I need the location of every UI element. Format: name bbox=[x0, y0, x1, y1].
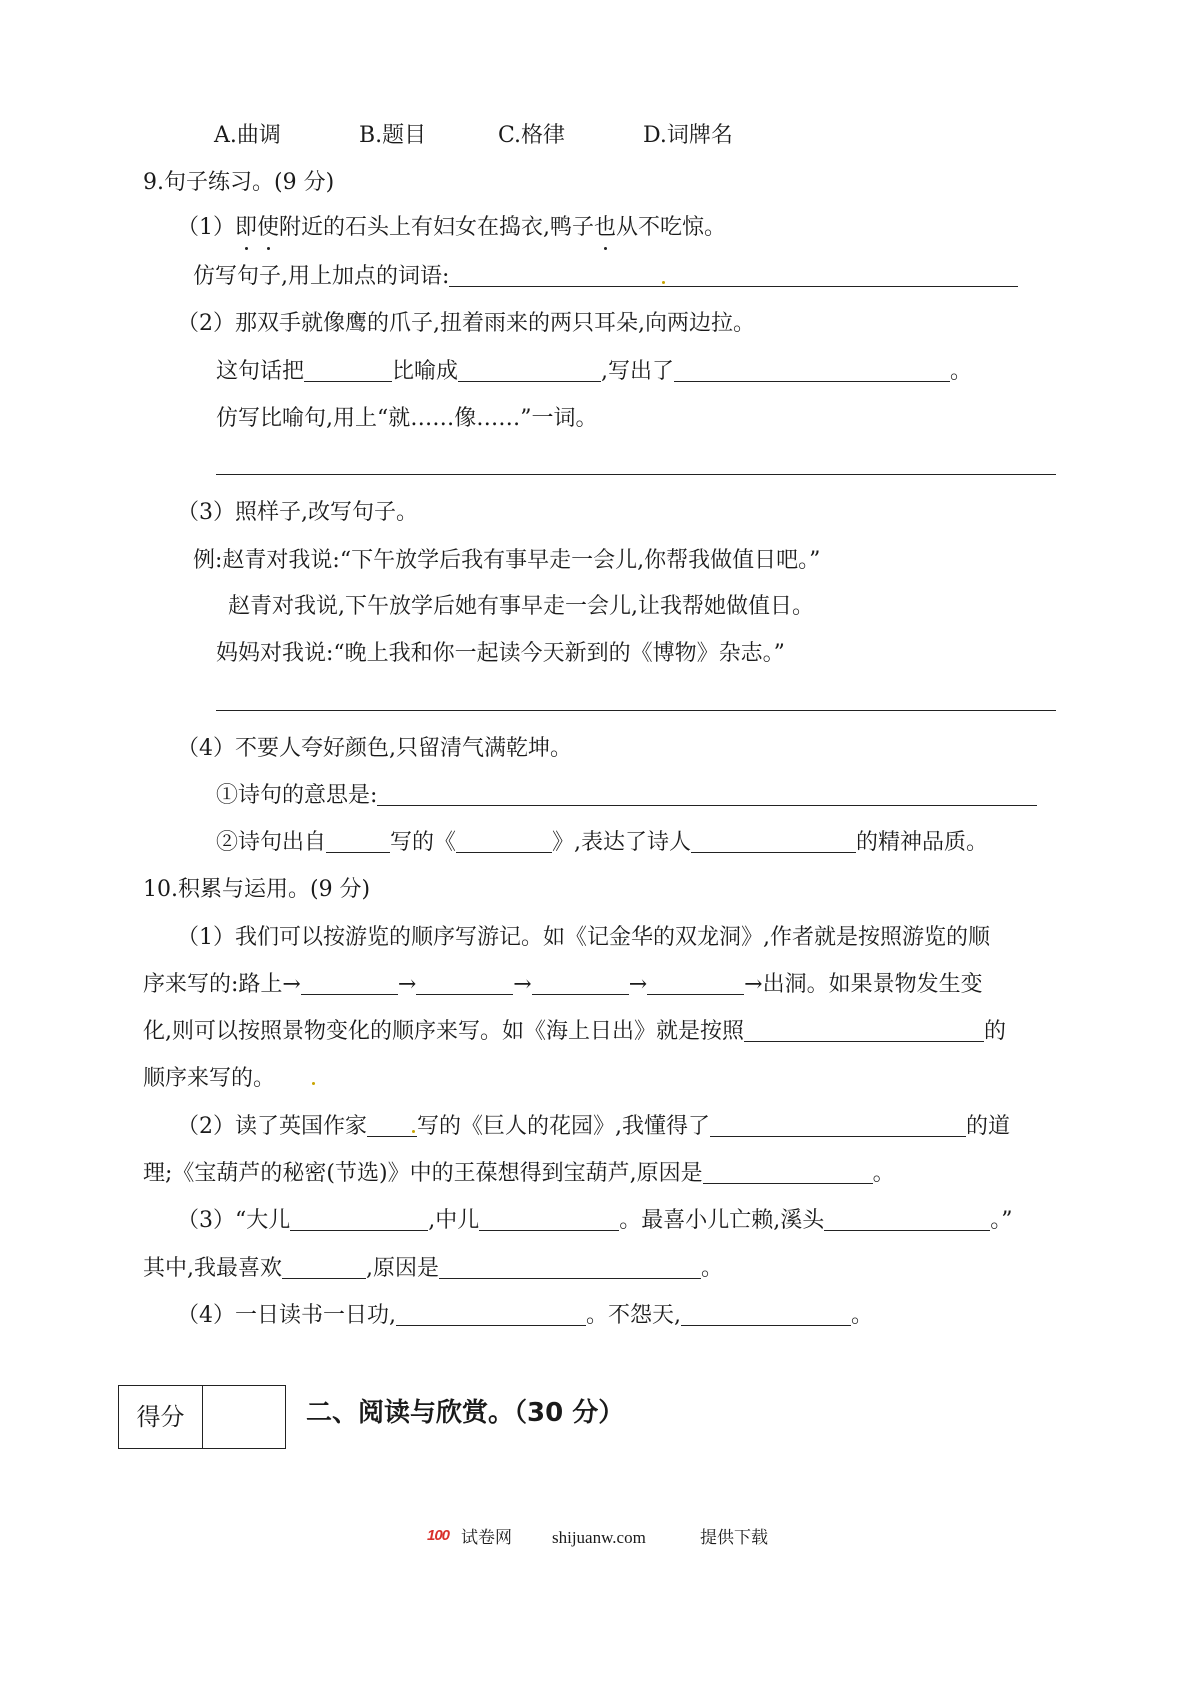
answer-blank[interactable] bbox=[449, 264, 1018, 287]
answer-blank[interactable] bbox=[439, 1256, 701, 1279]
q9-s3-instruction: （3）照样子,改写句子。 bbox=[177, 500, 418, 525]
q10-p1-line1: （1）我们可以按游览的顺序写游记。如《记金华的双龙洞》,作者就是按照游览的顺 bbox=[177, 925, 990, 950]
dotted-word: 使 bbox=[257, 212, 279, 244]
answer-blank[interactable] bbox=[479, 1208, 619, 1231]
q9-s1-sentence: （1）即使附近的石头上有妇女在捣衣,鸭子也从不吃惊。 bbox=[177, 212, 726, 244]
footer-url[interactable]: shijuanw.com bbox=[552, 1528, 646, 1547]
score-label: 得分 bbox=[119, 1386, 203, 1448]
option-a: A.曲调 bbox=[214, 123, 281, 148]
score-box bbox=[118, 1385, 286, 1449]
section-title: 二、阅读与欣赏。（30 分） bbox=[306, 1398, 625, 1428]
answer-blank[interactable] bbox=[396, 1303, 586, 1326]
answer-blank[interactable] bbox=[290, 1208, 428, 1231]
q10-p2-line2: 理;《宝葫芦的秘密(节选)》中的王葆想得到宝葫芦,原因是 。 bbox=[143, 1161, 895, 1186]
q10-p1-line2: 序来写的:路上→ → → → →出洞。如果景物发生变 bbox=[143, 972, 983, 997]
scan-dot bbox=[412, 1130, 415, 1133]
answer-blank[interactable] bbox=[416, 972, 513, 995]
dotted-word: 也 bbox=[594, 212, 616, 244]
q9-s4-poem: （4）不要人夸好颜色,只留清气满乾坤。 bbox=[177, 736, 572, 761]
answer-blank[interactable] bbox=[710, 1114, 966, 1137]
q9-s2-imitate: 仿写比喻句,用上“就……像……”一词。 bbox=[216, 406, 598, 431]
option-d: D.词牌名 bbox=[643, 123, 733, 148]
scan-dot bbox=[312, 1082, 315, 1085]
answer-line[interactable] bbox=[216, 710, 1056, 711]
q10-p1-line3: 化,则可以按照景物变化的顺序来写。如《海上日出》就是按照 的 bbox=[143, 1019, 1007, 1044]
q9-s2-fill: 这句话把 比喻成 ,写出了 。 bbox=[216, 359, 973, 384]
q10-p3-line1: （3）“大儿 ,中儿 。最喜小儿亡赖,溪头 。” bbox=[177, 1208, 1013, 1233]
answer-blank[interactable] bbox=[647, 972, 744, 995]
q10-p4-line: （4）一日读书一日功, 。不怨天, 。 bbox=[177, 1303, 874, 1328]
answer-line[interactable] bbox=[216, 474, 1056, 475]
answer-blank[interactable] bbox=[282, 1256, 366, 1279]
q10-p1-line4: 顺序来写的。 bbox=[143, 1066, 276, 1091]
site-logo: 100 bbox=[427, 1527, 450, 1544]
answer-blank[interactable] bbox=[744, 1019, 984, 1042]
answer-blank[interactable] bbox=[458, 359, 601, 382]
answer-blank[interactable] bbox=[367, 1114, 417, 1137]
q10-title: 10.积累与运用。(9 分) bbox=[143, 877, 371, 902]
option-c: C.格律 bbox=[498, 123, 566, 148]
q10-p3-line2: 其中,我最喜欢 ,原因是 。 bbox=[143, 1256, 724, 1281]
answer-blank[interactable] bbox=[674, 359, 950, 382]
answer-blank[interactable] bbox=[691, 830, 856, 853]
scan-dot bbox=[662, 281, 665, 284]
q9-s1-prompt: 仿写句子,用上加点的词语: bbox=[193, 261, 1018, 293]
answer-blank[interactable] bbox=[377, 783, 1037, 806]
option-b: B.题目 bbox=[359, 123, 427, 148]
answer-blank[interactable] bbox=[304, 359, 392, 382]
answer-blank[interactable] bbox=[824, 1208, 990, 1231]
answer-blank[interactable] bbox=[456, 830, 552, 853]
answer-blank[interactable] bbox=[532, 972, 629, 995]
answer-blank[interactable] bbox=[703, 1161, 873, 1184]
answer-blank[interactable] bbox=[681, 1303, 851, 1326]
answer-blank[interactable] bbox=[326, 830, 390, 853]
footer-site-name: 试卷网 bbox=[461, 1528, 512, 1548]
dotted-word: 即 bbox=[235, 212, 257, 244]
q9-title: 9.句子练习。(9 分) bbox=[143, 170, 335, 195]
q10-p2-line1: （2）读了英国作家 写的《巨人的花园》,我懂得了 的道 bbox=[177, 1114, 1011, 1139]
answer-blank[interactable] bbox=[301, 972, 398, 995]
q9-s2-sentence: （2）那双手就像鹰的爪子,扭着雨来的两只耳朵,向两边拉。 bbox=[177, 311, 755, 336]
q9-s4-source: ②诗句出自 写的《 》,表达了诗人 的精神品质。 bbox=[216, 830, 989, 855]
q9-s3-example: 例:赵青对我说:“下午放学后我有事早走一会儿,你帮我做值日吧。” bbox=[193, 548, 821, 573]
footer-note: 提供下载 bbox=[700, 1528, 768, 1548]
q9-s3-example-answer: 赵青对我说,下午放学后她有事早走一会儿,让我帮她做值日。 bbox=[228, 594, 814, 619]
q9-s4-meaning: ①诗句的意思是: bbox=[216, 780, 1037, 812]
q9-s3-question: 妈妈对我说:“晚上我和你一起读今天新到的《博物》杂志。” bbox=[216, 641, 785, 666]
